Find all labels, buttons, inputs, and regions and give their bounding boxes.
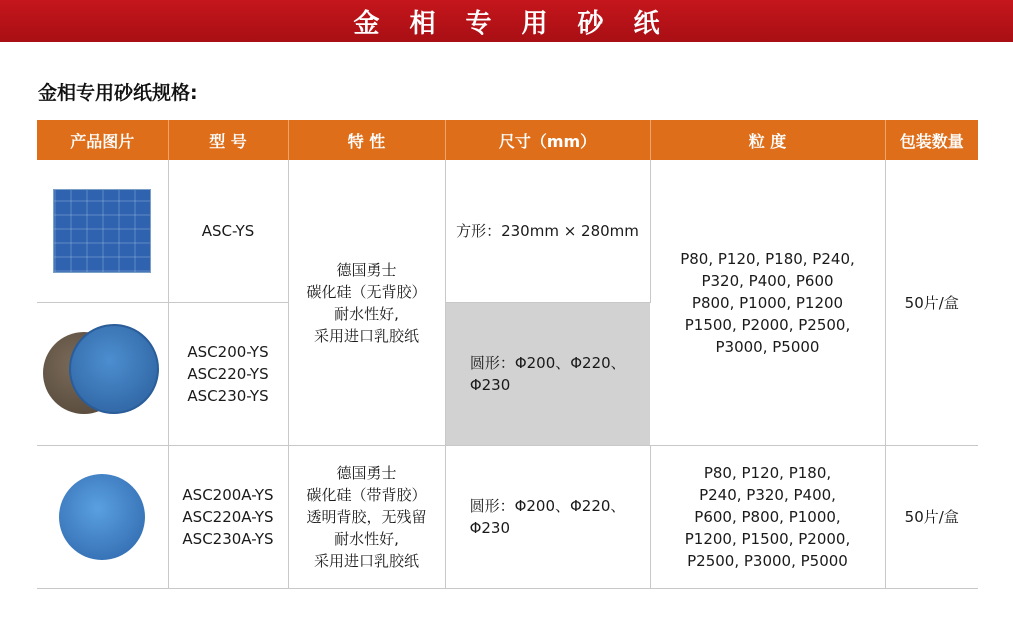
round-sandpaper-discs-image	[43, 324, 161, 424]
feature-cell: 德国勇士 碳化硅（无背胶） 耐水性好, 采用进口乳胶纸	[288, 160, 445, 446]
header-size: 尺寸（mm）	[445, 120, 650, 160]
spec-heading: 金相专用砂纸规格:	[38, 82, 198, 104]
quantity-cell: 50片/盒	[885, 446, 978, 589]
spec-table	[37, 120, 978, 589]
model-cell: ASC200-YS ASC220-YS ASC230-YS	[168, 303, 288, 446]
size-cell	[445, 446, 650, 589]
adhesive-disc-image	[59, 474, 145, 560]
product-image-cell	[37, 160, 168, 303]
grit-cell: P80, P120, P180, P240, P320, P400, P600, P800, P1000, P1200, P1500, P2000, P2500, P3000, P5000	[650, 446, 885, 589]
blue-disc-image	[69, 324, 159, 414]
header-product-image: 产品图片	[37, 120, 168, 160]
table-row	[37, 160, 978, 303]
header-feature: 特 性	[288, 120, 445, 160]
banner-title: 金相专用砂纸	[353, 8, 690, 39]
title-banner	[0, 0, 1013, 42]
feature-cell: 德国勇士 碳化硅（带背胶） 透明背胶，无残留 耐水性好, 采用进口乳胶纸	[288, 446, 445, 589]
product-image-cell	[37, 446, 168, 589]
product-image-cell	[37, 303, 168, 446]
header-grit: 粒 度	[650, 120, 885, 160]
square-sandpaper-image	[53, 189, 151, 273]
header-model: 型 号	[168, 120, 288, 160]
grit-cell: P80, P120, P180, P240, P320, P400, P600 P800, P1000, P1200 P1500, P2000, P2500, P3000, P5000	[650, 160, 885, 446]
size-cell	[445, 160, 650, 303]
quantity-cell: 50片/盒	[885, 160, 978, 446]
model-cell: ASC200A-YS ASC220A-YS ASC230A-YS	[168, 446, 288, 589]
size-text: 方形：230mm × 280mm	[456, 222, 639, 240]
size-text: 圆形：Φ200、Φ220、 Φ230	[469, 497, 626, 537]
model-cell: ASC-YS	[168, 160, 288, 303]
table-row	[37, 446, 978, 589]
size-cell	[445, 303, 650, 446]
header-quantity: 包装数量	[885, 120, 978, 160]
table-header-row	[37, 120, 978, 160]
size-text: 圆形：Φ200、Φ220、 Φ230	[469, 354, 626, 394]
